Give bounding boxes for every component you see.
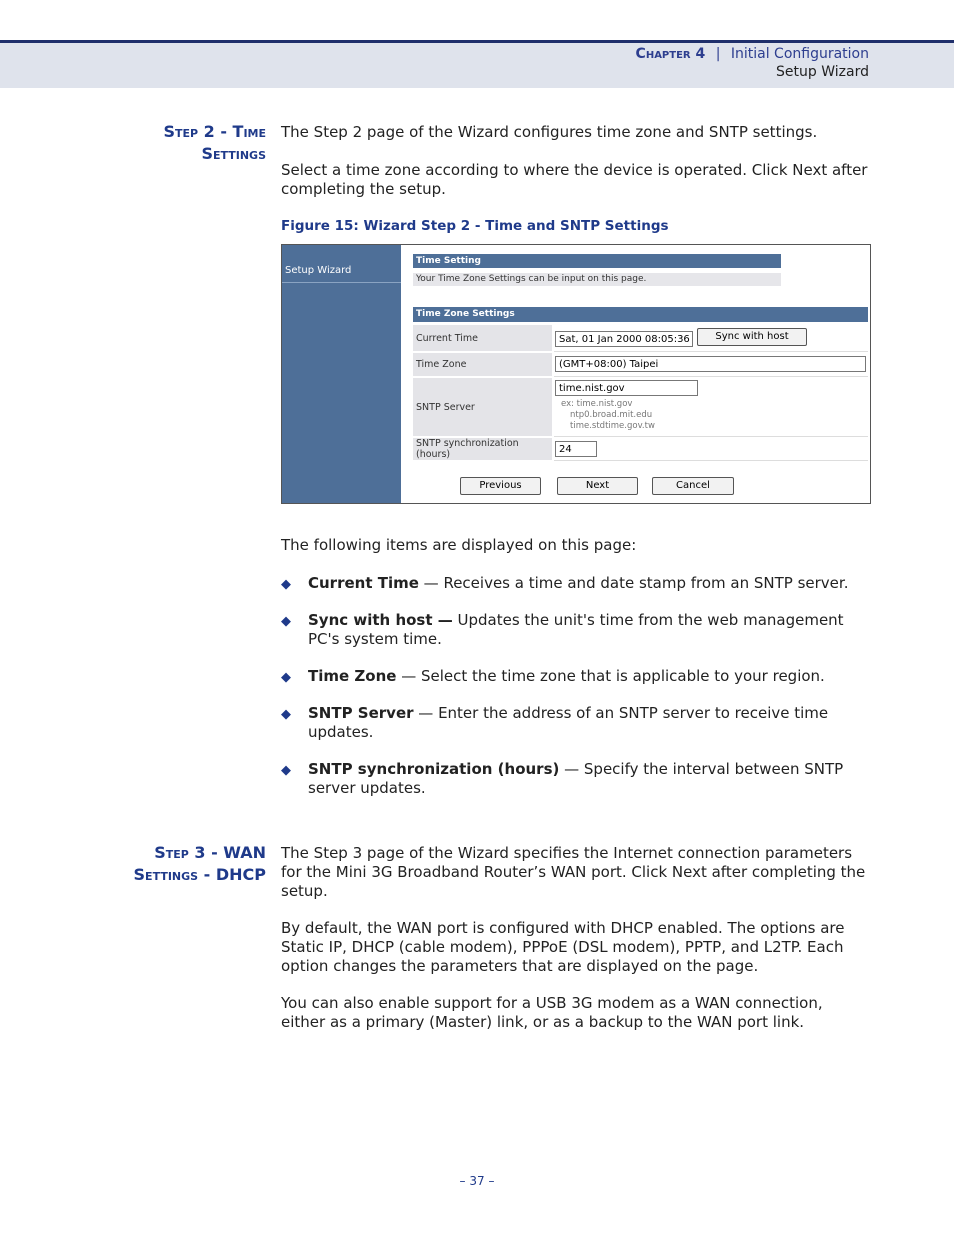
time-zone-select[interactable]: (GMT+08:00) Taipei (555, 356, 866, 372)
list-item (281, 704, 871, 742)
step2-heading (66, 121, 266, 165)
step3-heading-line1: Step 3 - WAN (154, 843, 266, 862)
sntp-hint-2: ntp0.broad.mit.edu (570, 410, 653, 420)
item-desc: — Receives a time and date stamp from an SNTP server. (418, 574, 849, 592)
diamond-bullet-icon: ◆ (281, 763, 291, 778)
diamond-bullet-icon: ◆ (281, 670, 291, 685)
list-item (281, 667, 871, 686)
item-term: Sync with host — (308, 611, 453, 629)
step3-heading-line2: Settings - DHCP (133, 865, 266, 884)
time-zone-settings-bar: Time Zone Settings (413, 307, 868, 322)
header-separator: | (715, 46, 721, 62)
sync-with-host-button[interactable]: Sync with host (697, 328, 807, 346)
current-time-label: Current Time (413, 325, 552, 351)
current-time-field[interactable]: Sat, 01 Jan 2000 08:05:36 (555, 331, 693, 347)
wizard-screenshot (281, 244, 871, 504)
sntp-server-label: SNTP Server (413, 378, 552, 436)
step3-para1: The Step 3 page of the Wizard specifies the Internet connection parameters for the Mini 3G Broadband Router’s WAN port. Click Next after completing the setup. (281, 844, 866, 900)
sntp-sync-label: SNTP synchronization (hours) (413, 438, 552, 460)
diamond-bullet-icon: ◆ (281, 707, 291, 722)
items-intro: The following items are displayed on this page: (281, 536, 637, 554)
subsection-label: Setup Wizard (776, 64, 869, 80)
figure-caption: Figure 15: Wizard Step 2 - Time and SNTP Settings (281, 218, 669, 234)
step3-para2: By default, the WAN port is configured with DHCP enabled. The options are Static IP, DHCP (cable modem), PPPoE (DSL modem), PPTP, and L2TP. Each option changes the parameters that are displayed on the page. (281, 919, 845, 975)
previous-button[interactable]: Previous (460, 477, 541, 495)
chapter-label: Chapter 4 (635, 46, 706, 62)
item-term: Time Zone (308, 667, 397, 685)
item-desc: — Select the time zone that is applicable to your region. (396, 667, 825, 685)
cancel-button[interactable]: Cancel (652, 477, 734, 495)
item-term: Current Time (308, 574, 419, 592)
step2-para2: Select a time zone according to where the device is operated. Click Next after completing the setup. (281, 161, 868, 198)
page-number: – 37 – (459, 1174, 495, 1188)
item-desc: — Specify the interval between SNTP server updates. (308, 760, 844, 797)
sntp-sync-field[interactable]: 24 (555, 441, 597, 457)
step2-para1: The Step 2 page of the Wizard configures time zone and SNTP settings. (281, 123, 818, 141)
sidebar-divider (282, 282, 401, 283)
section-label: Initial Configuration (730, 46, 869, 62)
wizard-sidebar (282, 245, 401, 503)
step3-heading (66, 842, 266, 886)
list-item (281, 574, 871, 593)
step3-para3: You can also enable support for a USB 3G modem as a WAN connection, either as a primary (Master) link, or as a backup to the WAN port link. (281, 994, 823, 1031)
sntp-hint-3: time.stdtime.gov.tw (570, 421, 655, 431)
item-term: SNTP Server (308, 704, 414, 722)
header-chapter-line (636, 46, 869, 62)
item-desc: Updates the unit's time from the web management PC's system time. (308, 611, 844, 648)
step2-heading-line1: Step 2 - Time (163, 122, 266, 141)
diamond-bullet-icon: ◆ (281, 577, 291, 592)
diamond-bullet-icon: ◆ (281, 614, 291, 629)
list-item (281, 611, 871, 649)
sntp-server-field[interactable]: time.nist.gov (555, 380, 698, 396)
item-term: SNTP synchronization (hours) (308, 760, 560, 778)
sntp-sync-cell (554, 438, 868, 461)
items-list (281, 574, 871, 798)
sntp-hint-1: ex: time.nist.gov (561, 399, 633, 409)
time-zone-label: Time Zone (413, 353, 552, 376)
time-setting-note: Your Time Zone Settings can be input on this page. (413, 273, 781, 286)
time-setting-bar: Time Setting (413, 254, 781, 268)
list-item (281, 760, 871, 798)
step2-heading-line2: Settings (201, 144, 266, 163)
item-desc: — Enter the address of an SNTP server to receive time updates. (308, 704, 829, 741)
wizard-sidebar-title: Setup Wizard (285, 265, 352, 276)
next-button[interactable]: Next (557, 477, 638, 495)
